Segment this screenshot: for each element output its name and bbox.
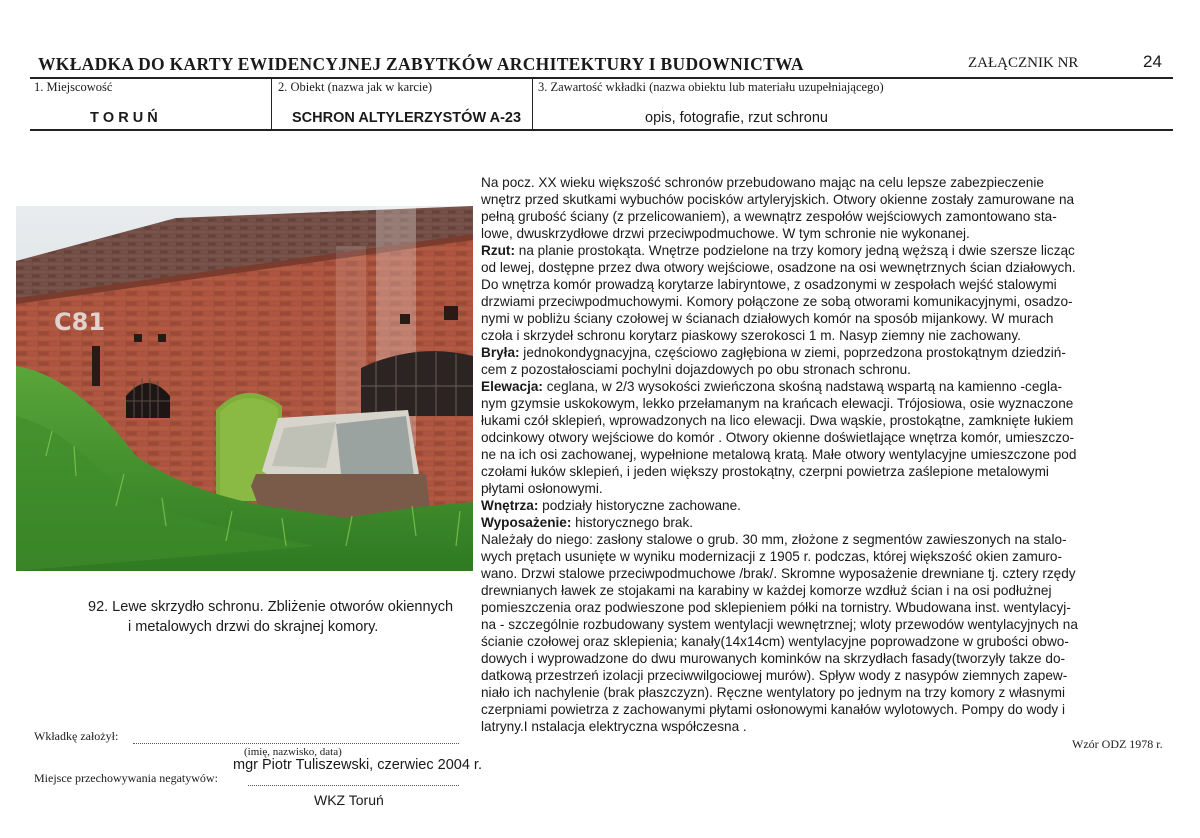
name-hint: (imię, nazwisko, data) (244, 746, 342, 758)
description-line (481, 310, 1159, 327)
negatives-place: WKZ Toruń (314, 792, 384, 808)
locality-value: T O R U Ń (90, 110, 158, 126)
description-line-text: czołami łuków sklepień, i jeden większy prostokątny, czerpni powietrza zaślepione metalowymi (481, 464, 1049, 479)
description-line (481, 633, 1159, 650)
form-title: WKŁADKA DO KARTY EWIDENCYJNEJ ZABYTKÓW ARCHITEKTURY I BUDOWNICTWA (38, 54, 804, 74)
description-line-text: Do wnętrza komór prowadzą korytarze labiryntowe, z osadzonymi w zespołach wejść stalowymi (481, 277, 1057, 292)
description-line (481, 667, 1159, 684)
description-line-text: drzwiami przeciwpodmuchowymi. Komory połączone ze sobą otworami komunikacyjnymi, osadzo- (481, 294, 1073, 309)
description-line (481, 616, 1159, 633)
description-line-text: wnętrz przed skutkami wybuchów pocisków artyleryjskich. Otwory okienne zostały zamurowane na (481, 192, 1075, 207)
description-line (481, 514, 1159, 531)
attachment-label: ZAŁĄCZNIK NR (968, 55, 1079, 71)
object-value: SCHRON ALTYLERZYSTÓW A-23 (292, 110, 522, 126)
description-line (481, 208, 1159, 225)
description-line-text: ścianie czołowej oraz sklepienia; kanały(14x14cm) wentylacyjne poprowadzone w grubości obwo- (481, 634, 1069, 649)
description-line-text: czerpniami powietrza z zachowanymi płytami osłonowymi kanałów wylotowych. Pompy do wody i (481, 702, 1066, 717)
created-by-dotted-line (133, 743, 459, 744)
description-line (481, 191, 1159, 208)
description-line (481, 412, 1159, 429)
description-line-text: pomieszczenia oraz podwieszone pod sklepieniem półki na tornistry. Wbudowana inst. wentylacyj- (481, 600, 1071, 615)
description-line (481, 565, 1159, 582)
description-line-text: pełną grubość ściany (z przelicowaniem), a wewnątrz zespołów wejściowych zamontowano sta- (481, 209, 1057, 224)
description-line (481, 276, 1159, 293)
description-line (481, 684, 1159, 701)
description-line-text: płytami osłonowymi. (481, 481, 603, 496)
description-line (481, 429, 1159, 446)
bunker-photo (16, 206, 473, 571)
caption-line-2: i metalowych drzwi do skrajnej komory. (128, 619, 379, 635)
description-line-text: odcinkowy otwory wejściowe do komór . Otwory okienne doświetlające wnętrza komór, umieszczo- (481, 430, 1075, 445)
description-line-text: latryny.I nstalacja elektryczna współczesna . (481, 719, 747, 734)
description-line (481, 650, 1159, 667)
field-divider-1 (271, 77, 272, 130)
negatives-dotted-line (248, 785, 459, 786)
locality-label: 1. Miejscowość (34, 80, 113, 94)
wall-marking: C81 (54, 308, 106, 336)
description-line (481, 361, 1159, 378)
description-line-text: podziały historyczne zachowane. (538, 498, 741, 513)
description-line-text: Należały do niego: zasłony stalowe o grub. 30 mm, złożone z segmentów zawieszonych na stalo- (481, 532, 1067, 547)
description-line (481, 174, 1159, 191)
description-line-text: lowe, dwuskrzydłowe drzwi przeciwpodmuchowe. W tym schronie nie wykonanej. (481, 226, 970, 241)
object-label: 2. Obiekt (nazwa jak w karcie) (278, 80, 433, 94)
description-line-text: niało ich nachylenie (brak płaszczyzn). Ręczne wentylatory po jednym na trzy komory z własnymi (481, 685, 1066, 700)
section-heading: Bryła: (481, 345, 520, 360)
description-line (481, 548, 1159, 565)
description-line-text: na planie prostokąta. Wnętrze podzielone na trzy komory jedną węższą i dwie szersze licząc (514, 243, 1075, 258)
attachment-number: 24 (1143, 52, 1162, 71)
content-value: opis, fotografie, rzut schronu (645, 110, 828, 126)
form-code: Wzór ODZ 1978 r. (1072, 737, 1163, 751)
description-line (481, 327, 1159, 344)
description-line-text: historycznego brak. (571, 515, 694, 530)
description-line (481, 480, 1159, 497)
description-line (481, 531, 1159, 548)
created-by-label: Wkładkę założył: (34, 729, 119, 743)
description-line-text: dowych i wyprowadzone do dwu murowanych kominków na skrzydłach fasady(tworzyły takze do- (481, 651, 1066, 666)
description-line (481, 293, 1159, 310)
description-line-text: ne na ich osi zachowanej, wypełnione metalową kratą. Małe otwory wentylacyjne umieszczone pod (481, 447, 1077, 462)
section-heading: Wnętrza: (481, 498, 539, 513)
description-line (481, 701, 1159, 718)
header-rule-bottom (30, 129, 1173, 131)
description-line-text: cem z pozostałosciami pochylni dojazdowych po obu stronach schronu. (481, 362, 911, 377)
description-line-text: Na pocz. XX wieku większość schronów przebudowano mając na celu lepsze zabezpieczenie (481, 175, 1044, 190)
content-label: 3. Zawartość wkładki (nazwa obiektu lub materiału uzupełniającego) (538, 80, 884, 94)
description-text (481, 174, 1159, 735)
description-line-text: nym gzymsie uskokowym, lekko przełamanym na krańcach elewacji. Trójosiowa, osie wyznaczone (481, 396, 1074, 411)
description-line-text: łukami czół sklepień, wprowadzonych na lico elewacji. Dwa wąskie, prostokątne, zamknięte łukiem (481, 413, 1074, 428)
description-line (481, 378, 1159, 395)
description-line-text: wych prętach usunięte w wyniku modernizacji z 1905 r. podczas, której większość okien zamuro- (481, 549, 1063, 564)
description-line (481, 225, 1159, 242)
description-line-text: od lewej, dostępne przez dwa otwory wejściowe, osadzone na osi wewnętrznych ścian działowych. (481, 260, 1076, 275)
description-line (481, 582, 1159, 599)
description-line (481, 718, 1159, 735)
description-line-text: ceglana, w 2/3 wysokości zwieńczona skośną nadstawą wspartą na kamienno -cegla- (542, 379, 1063, 394)
description-line-text: wano. Drzwi stalowe przeciwpodmuchowe /brak/. Skromne wyposażenie drewniane tj. cztery rzędy (481, 566, 1076, 581)
description-line (481, 599, 1159, 616)
description-line-text: drewnianych ławek ze stojakami na karabiny w każdej komorze wzdłuż ścian i na osi podłużnej (481, 583, 1052, 598)
description-line-text: datkową przestrzeń izolacji przeciwwilgociowej murów). Spływ wody z nasypów ziemnych zapew- (481, 668, 1068, 683)
description-line (481, 259, 1159, 276)
section-heading: Elewacja: (481, 379, 543, 394)
photo-caption (88, 597, 488, 637)
description-line (481, 242, 1159, 259)
description-line (481, 497, 1159, 514)
description-line (481, 395, 1159, 412)
description-line (481, 463, 1159, 480)
description-line-text: nymi w pobliżu ściany czołowej w ścianach działowych komór na sposób mijankowy. W murach (481, 311, 1054, 326)
author-name: mgr Piotr Tuliszewski, czerwiec 2004 r. (233, 757, 482, 773)
negatives-label: Miejsce przechowywania negatywów: (34, 771, 218, 785)
description-line (481, 446, 1159, 463)
header-rule-top (30, 77, 1173, 79)
description-line-text: na - szczególnie rozbudowany system wentylacji wewnętrznej; wloty przewodów wentylacyjnych na (481, 617, 1078, 632)
caption-line-1: 92. Lewe skrzydło schronu. Zbliżenie otworów okiennych (88, 599, 454, 615)
description-line-text: czoła i skrzydeł schronu korytarz piaskowy szerokosci 1 m. Nasyp ziemny nie zachowany. (481, 328, 1021, 343)
section-heading: Wyposażenie: (481, 515, 572, 530)
description-line-text: jednokondygnacyjna, częściowo zagłębiona w ziemi, poprzedzona prostokątnym dziedziń- (519, 345, 1066, 360)
description-line (481, 344, 1159, 361)
field-divider-2 (532, 77, 533, 130)
section-heading: Rzut: (481, 243, 515, 258)
